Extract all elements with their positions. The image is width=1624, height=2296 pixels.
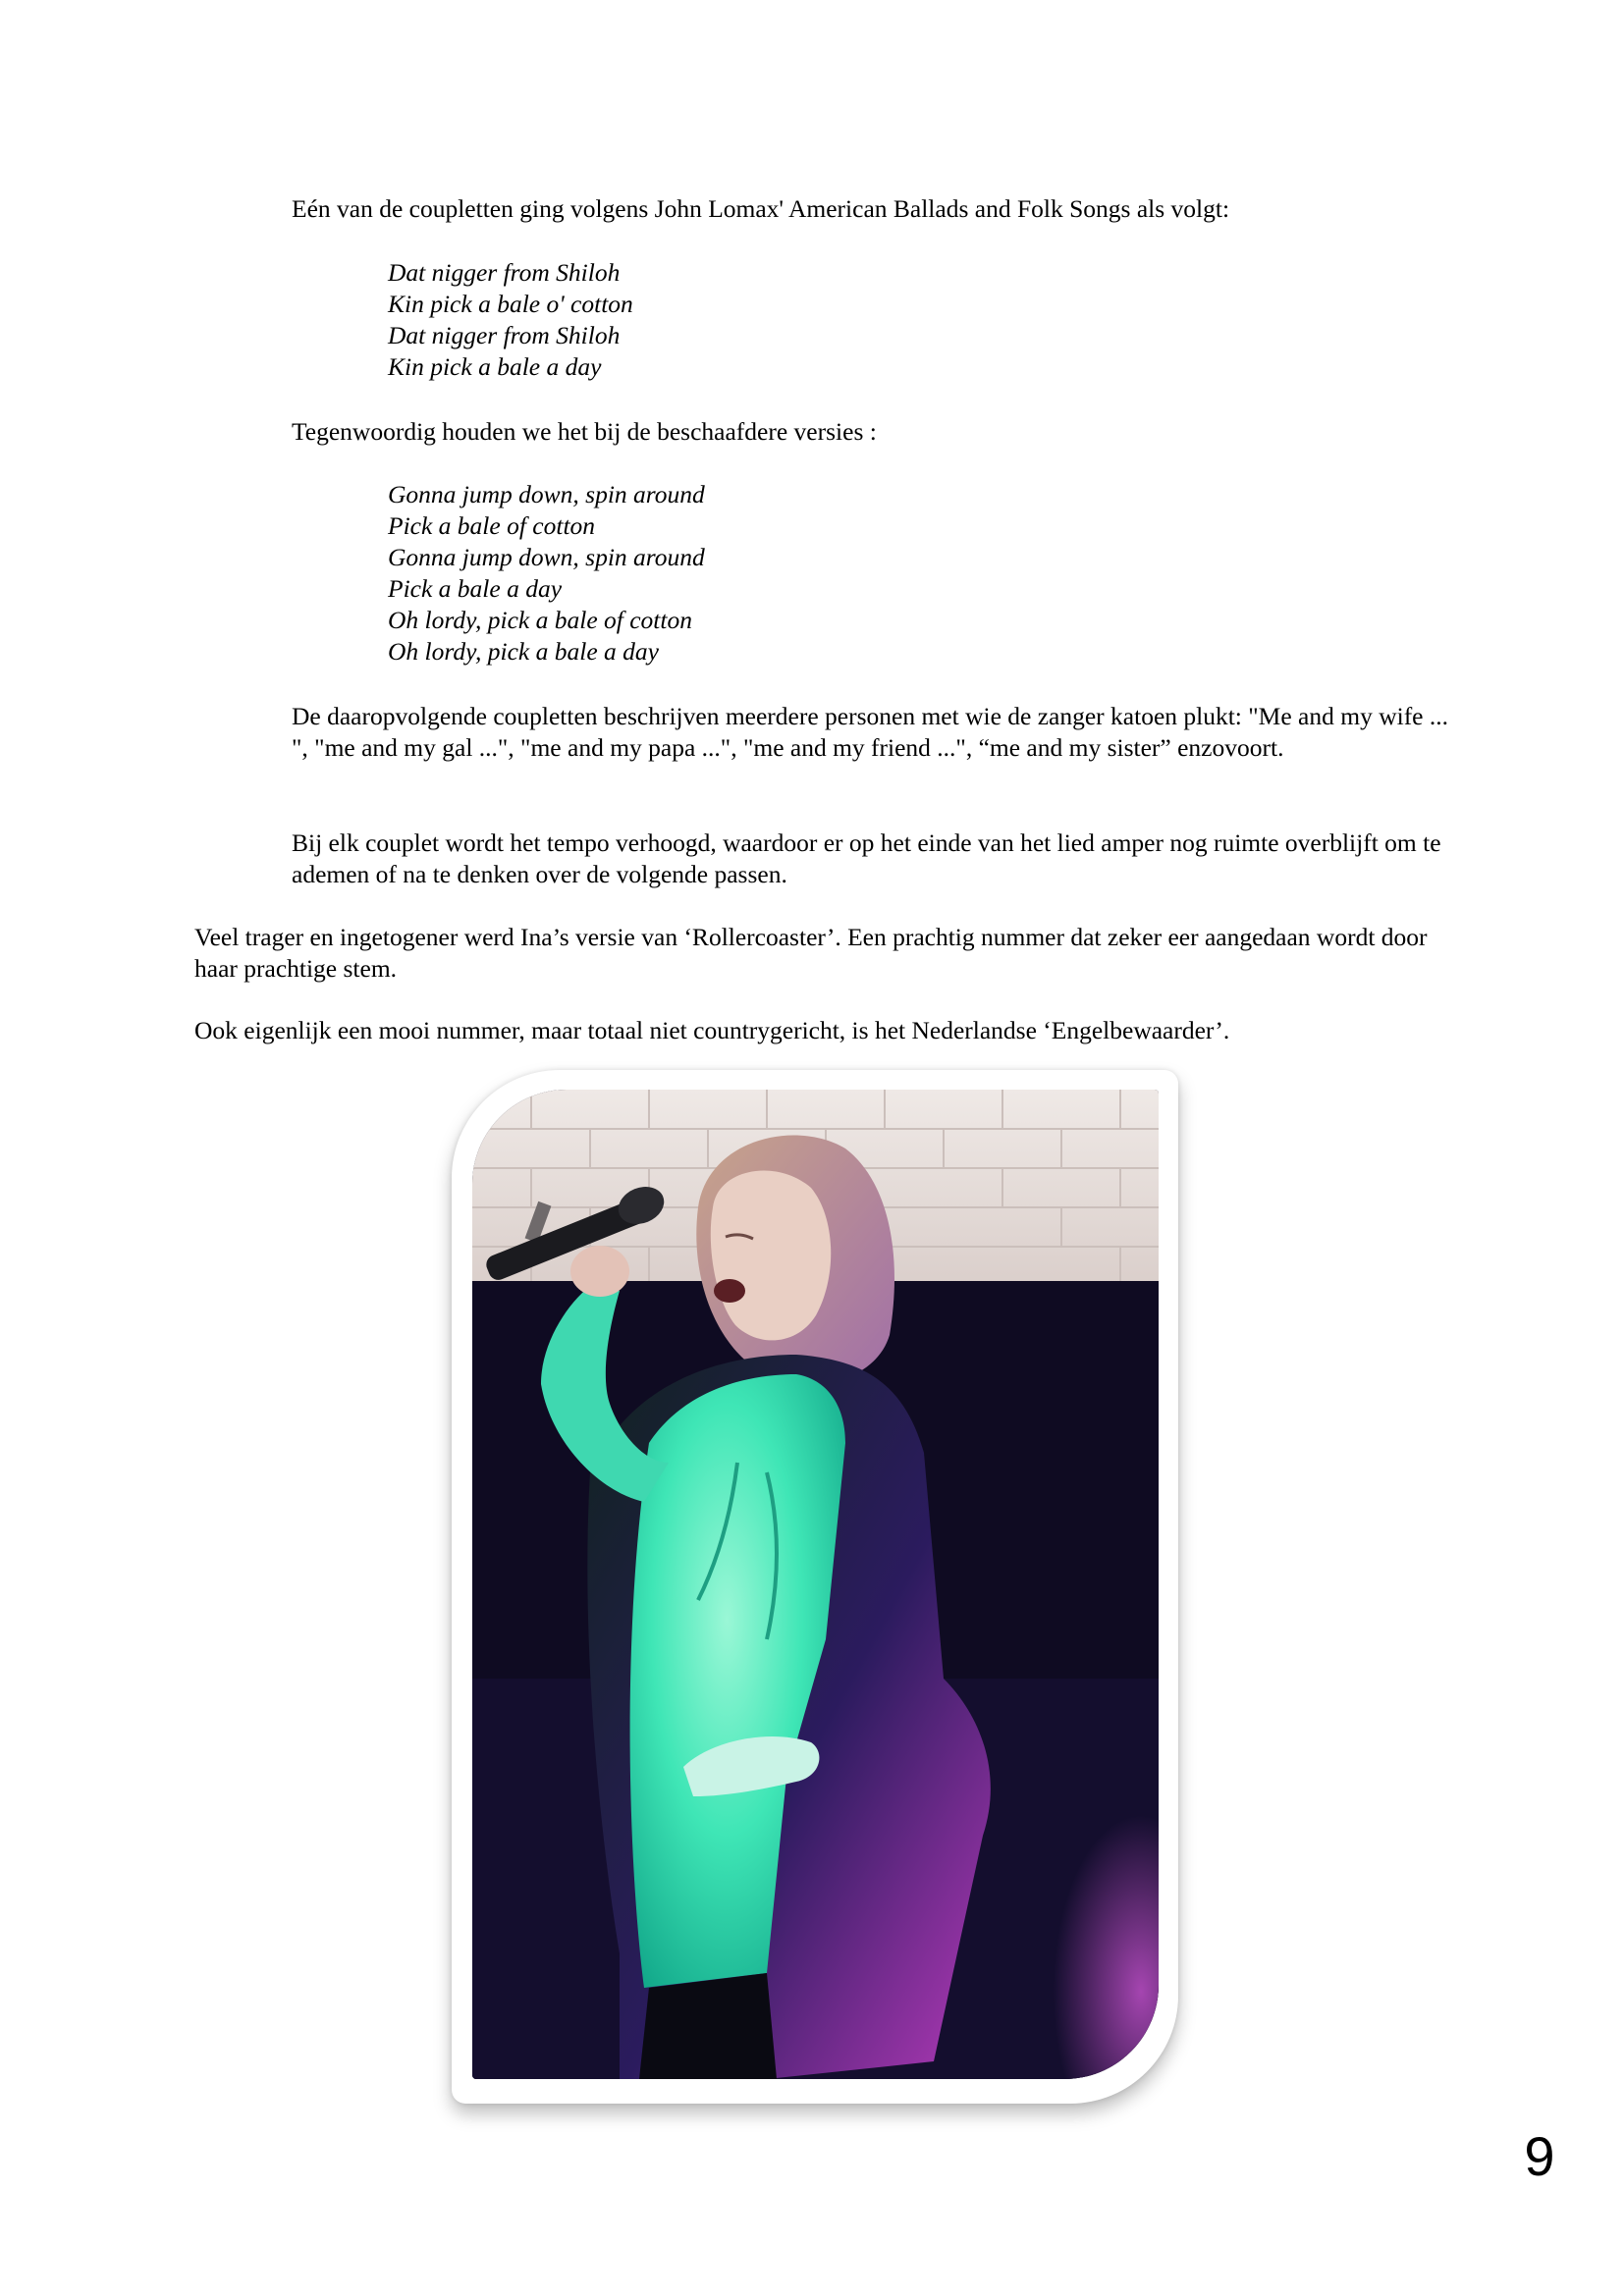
rollercoaster-paragraph: Veel trager en ingetogener werd Ina’s versie van ‘Rollercoaster’. Een prachtig nummer dat zeker eer aangedaan wordt door haar prachtige stem. [194, 923, 1428, 983]
engelbewaarder-paragraph: Ook eigenlijk een mooi nummer, maar totaal niet countrygericht, is het Nederlandse ‘Engelbewaarder’. [194, 1016, 1230, 1044]
tempo-paragraph: Bij elk couplet wordt het tempo verhoogd, waardoor er op het einde van het lied amper nog ruimte overblijft om te ademen of na te denken over de volgende passen. [292, 828, 1441, 888]
verse-old [388, 257, 633, 383]
verse-line: Pick a bale a day [388, 574, 563, 603]
verse-line: Kin pick a bale a day [388, 352, 602, 381]
verse-line: Gonna jump down, spin around [388, 543, 705, 571]
verse-line: Dat nigger from Shiloh [388, 258, 621, 287]
singer-photo [472, 1090, 1159, 2079]
intro-paragraph: Eén van de coupletten ging volgens John Lomax' American Ballads and Folk Songs als volgt: [292, 194, 1230, 223]
verse-line: Dat nigger from Shiloh [388, 321, 621, 349]
modern-versions-paragraph: Tegenwoordig houden we het bij de beschaafdere versies : [292, 417, 877, 446]
followup-paragraph: De daaropvolgende coupletten beschrijven meerdere personen met wie de zanger katoen plukt: "Me and my wife ... ", "me and my gal ...", "me and my papa ...", "me and my friend ...", “me and my sister” enzovoort. [292, 702, 1449, 762]
verse-line: Oh lordy, pick a bale a day [388, 637, 659, 666]
verse-new [388, 479, 705, 667]
verse-line: Gonna jump down, spin around [388, 480, 705, 508]
singer-illustration [472, 1090, 1159, 2079]
page-number: 9 [1524, 2125, 1555, 2187]
verse-line: Pick a bale of cotton [388, 511, 596, 540]
verse-line: Kin pick a bale o' cotton [388, 290, 633, 318]
verse-line: Oh lordy, pick a bale of cotton [388, 606, 692, 634]
